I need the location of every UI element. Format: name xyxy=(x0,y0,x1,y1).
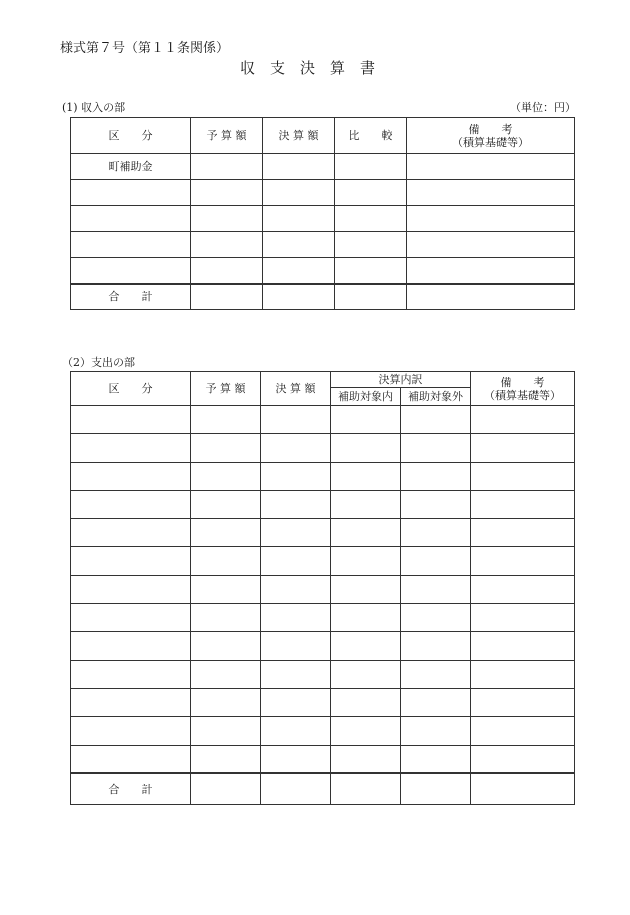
expense-row xyxy=(71,745,575,773)
expense-non-subsidized-cell[interactable] xyxy=(401,575,471,603)
expense-remarks-cell[interactable] xyxy=(471,406,575,434)
document-title: 収支決算書 xyxy=(239,59,390,77)
expense-row xyxy=(71,660,575,688)
income-remarks-cell[interactable] xyxy=(407,206,575,232)
header-category: 区 分 xyxy=(71,372,191,406)
expense-rows xyxy=(71,406,575,774)
expense-row xyxy=(71,604,575,632)
expense-subsidized-cell[interactable] xyxy=(331,462,401,490)
expense-settled-cell[interactable] xyxy=(261,632,331,660)
income-category-cell[interactable] xyxy=(71,180,191,206)
expense-category-cell[interactable] xyxy=(71,547,191,575)
expense-non-subsidized-cell[interactable] xyxy=(401,688,471,716)
expense-subsidized-cell[interactable] xyxy=(331,575,401,603)
expense-non-subsidized-cell[interactable] xyxy=(401,434,471,462)
remarks-label: 備 考 xyxy=(468,122,513,136)
income-row xyxy=(71,206,575,232)
expense-non-subsidized-cell[interactable] xyxy=(401,604,471,632)
header-non-subsidized: 補助対象外 xyxy=(401,388,471,406)
income-settled-cell[interactable] xyxy=(263,206,335,232)
expense-remarks-cell[interactable] xyxy=(471,490,575,518)
income-total-row xyxy=(71,284,575,310)
expense-non-subsidized-cell[interactable] xyxy=(401,406,471,434)
income-comparison-cell[interactable] xyxy=(335,232,407,258)
header-settled: 決 算 額 xyxy=(261,372,331,406)
expense-category-cell[interactable] xyxy=(71,575,191,603)
expense-non-subsidized-cell[interactable] xyxy=(401,632,471,660)
income-comparison-cell[interactable] xyxy=(335,258,407,284)
remarks-label: 備 考 xyxy=(500,375,545,389)
expense-non-subsidized-cell[interactable] xyxy=(401,490,471,518)
income-row xyxy=(71,258,575,284)
expense-settled-cell[interactable] xyxy=(261,519,331,547)
expense-total-budget[interactable] xyxy=(191,773,261,804)
header-comparison: 比 較 xyxy=(335,118,407,154)
expense-remarks-cell[interactable] xyxy=(471,547,575,575)
expense-row xyxy=(71,462,575,490)
expense-subsidized-cell[interactable] xyxy=(331,717,401,745)
expense-total-settled[interactable] xyxy=(261,773,331,804)
expense-row xyxy=(71,519,575,547)
expense-remarks-cell[interactable] xyxy=(471,462,575,490)
expense-budget-cell[interactable] xyxy=(191,717,261,745)
income-settled-cell[interactable] xyxy=(263,180,335,206)
expense-total-remarks[interactable] xyxy=(471,773,575,804)
expense-remarks-cell[interactable] xyxy=(471,660,575,688)
income-budget-cell[interactable] xyxy=(191,154,263,180)
header-budget: 予 算 額 xyxy=(191,372,261,406)
expense-budget-cell[interactable] xyxy=(191,406,261,434)
income-comparison-cell[interactable] xyxy=(335,180,407,206)
expense-budget-cell[interactable] xyxy=(191,660,261,688)
expense-category-cell[interactable] xyxy=(71,462,191,490)
income-budget-cell[interactable] xyxy=(191,206,263,232)
expense-budget-cell[interactable] xyxy=(191,575,261,603)
income-remarks-cell[interactable] xyxy=(407,258,575,284)
income-total-remarks[interactable] xyxy=(407,284,575,310)
expense-category-cell[interactable] xyxy=(71,434,191,462)
expense-settled-cell[interactable] xyxy=(261,434,331,462)
expense-category-cell[interactable] xyxy=(71,717,191,745)
income-category-cell: 町補助金 xyxy=(71,154,191,180)
expense-remarks-cell[interactable] xyxy=(471,604,575,632)
header-subsidized: 補助対象内 xyxy=(331,388,401,406)
income-budget-cell[interactable] xyxy=(191,180,263,206)
income-header-row xyxy=(71,118,575,154)
expense-settled-cell[interactable] xyxy=(261,575,331,603)
expense-total-subsidized[interactable] xyxy=(331,773,401,804)
income-total-comparison[interactable] xyxy=(335,284,407,310)
unit-label: （単位：円） xyxy=(510,101,576,114)
expense-subsidized-cell[interactable] xyxy=(331,519,401,547)
expense-subsidized-cell[interactable] xyxy=(331,434,401,462)
income-comparison-cell[interactable] xyxy=(335,206,407,232)
header-category: 区 分 xyxy=(71,118,191,154)
expense-subsidized-cell[interactable] xyxy=(331,745,401,773)
income-settled-cell[interactable] xyxy=(263,154,335,180)
expense-subsidized-cell[interactable] xyxy=(331,632,401,660)
expense-settled-cell[interactable] xyxy=(261,547,331,575)
income-budget-cell[interactable] xyxy=(191,258,263,284)
expense-subsidized-cell[interactable] xyxy=(331,406,401,434)
expense-remarks-cell[interactable] xyxy=(471,717,575,745)
expense-row xyxy=(71,688,575,716)
remarks-sublabel: （積算基礎等） xyxy=(452,135,529,149)
expense-budget-cell[interactable] xyxy=(191,547,261,575)
expense-settled-cell[interactable] xyxy=(261,660,331,688)
expense-row xyxy=(71,490,575,518)
expense-total-label: 合 計 xyxy=(71,773,191,804)
expense-remarks-cell[interactable] xyxy=(471,688,575,716)
expense-subsidized-cell[interactable] xyxy=(331,547,401,575)
expense-header-row-1 xyxy=(71,372,575,388)
income-table xyxy=(70,117,575,310)
expense-row xyxy=(71,575,575,603)
expense-settled-cell[interactable] xyxy=(261,745,331,773)
expense-table xyxy=(70,371,575,805)
income-budget-cell[interactable] xyxy=(191,232,263,258)
expense-budget-cell[interactable] xyxy=(191,604,261,632)
expense-settled-cell[interactable] xyxy=(261,604,331,632)
expense-category-cell[interactable] xyxy=(71,490,191,518)
expense-category-cell[interactable] xyxy=(71,519,191,547)
expense-budget-cell[interactable] xyxy=(191,519,261,547)
income-settled-cell[interactable] xyxy=(263,258,335,284)
income-comparison-cell[interactable] xyxy=(335,154,407,180)
expense-row xyxy=(71,406,575,434)
expense-row xyxy=(71,717,575,745)
remarks-sublabel: （積算基礎等） xyxy=(484,388,561,402)
expense-row xyxy=(71,547,575,575)
expense-budget-cell[interactable] xyxy=(191,434,261,462)
income-row xyxy=(71,154,575,180)
expense-category-cell[interactable] xyxy=(71,688,191,716)
expense-remarks-cell[interactable] xyxy=(471,575,575,603)
expense-budget-cell[interactable] xyxy=(191,632,261,660)
expense-category-cell[interactable] xyxy=(71,406,191,434)
income-rows xyxy=(71,154,575,284)
form-number: 様式第７号（第１１条関係） xyxy=(60,41,230,56)
expense-settled-cell[interactable] xyxy=(261,717,331,745)
expense-budget-cell[interactable] xyxy=(191,490,261,518)
expense-non-subsidized-cell[interactable] xyxy=(401,547,471,575)
expense-category-cell[interactable] xyxy=(71,632,191,660)
expense-non-subsidized-cell[interactable] xyxy=(401,519,471,547)
expense-non-subsidized-cell[interactable] xyxy=(401,462,471,490)
expense-subsidized-cell[interactable] xyxy=(331,604,401,632)
expense-category-cell[interactable] xyxy=(71,745,191,773)
income-remarks-cell[interactable] xyxy=(407,232,575,258)
expense-non-subsidized-cell[interactable] xyxy=(401,660,471,688)
expense-total-row xyxy=(71,773,575,804)
expense-settled-cell[interactable] xyxy=(261,490,331,518)
income-row xyxy=(71,180,575,206)
expense-settled-cell[interactable] xyxy=(261,462,331,490)
income-total-settled[interactable] xyxy=(263,284,335,310)
income-category-cell[interactable] xyxy=(71,206,191,232)
expense-section-heading: （2）支出の部 xyxy=(62,356,135,369)
header-breakdown: 決算内訳 xyxy=(331,372,471,388)
expense-budget-cell[interactable] xyxy=(191,745,261,773)
income-total-budget[interactable] xyxy=(191,284,263,310)
header-remarks xyxy=(407,118,575,154)
income-total-label: 合 計 xyxy=(71,284,191,310)
header-remarks xyxy=(471,372,575,406)
income-category-cell[interactable] xyxy=(71,258,191,284)
expense-subsidized-cell[interactable] xyxy=(331,660,401,688)
expense-remarks-cell[interactable] xyxy=(471,519,575,547)
income-section-heading: (1) 収入の部 xyxy=(62,101,126,114)
expense-budget-cell[interactable] xyxy=(191,462,261,490)
expense-budget-cell[interactable] xyxy=(191,688,261,716)
expense-remarks-cell[interactable] xyxy=(471,632,575,660)
income-row xyxy=(71,232,575,258)
expense-row xyxy=(71,434,575,462)
expense-non-subsidized-cell[interactable] xyxy=(401,745,471,773)
income-remarks-cell[interactable] xyxy=(407,180,575,206)
expense-category-cell[interactable] xyxy=(71,604,191,632)
expense-subsidized-cell[interactable] xyxy=(331,490,401,518)
expense-non-subsidized-cell[interactable] xyxy=(401,717,471,745)
expense-total-non-subsidized[interactable] xyxy=(401,773,471,804)
header-settled: 決 算 額 xyxy=(263,118,335,154)
income-category-cell[interactable] xyxy=(71,232,191,258)
expense-settled-cell[interactable] xyxy=(261,406,331,434)
expense-category-cell[interactable] xyxy=(71,660,191,688)
expense-remarks-cell[interactable] xyxy=(471,434,575,462)
header-budget: 予 算 額 xyxy=(191,118,263,154)
expense-row xyxy=(71,632,575,660)
income-remarks-cell[interactable] xyxy=(407,154,575,180)
expense-settled-cell[interactable] xyxy=(261,688,331,716)
expense-subsidized-cell[interactable] xyxy=(331,688,401,716)
expense-remarks-cell[interactable] xyxy=(471,745,575,773)
income-settled-cell[interactable] xyxy=(263,232,335,258)
